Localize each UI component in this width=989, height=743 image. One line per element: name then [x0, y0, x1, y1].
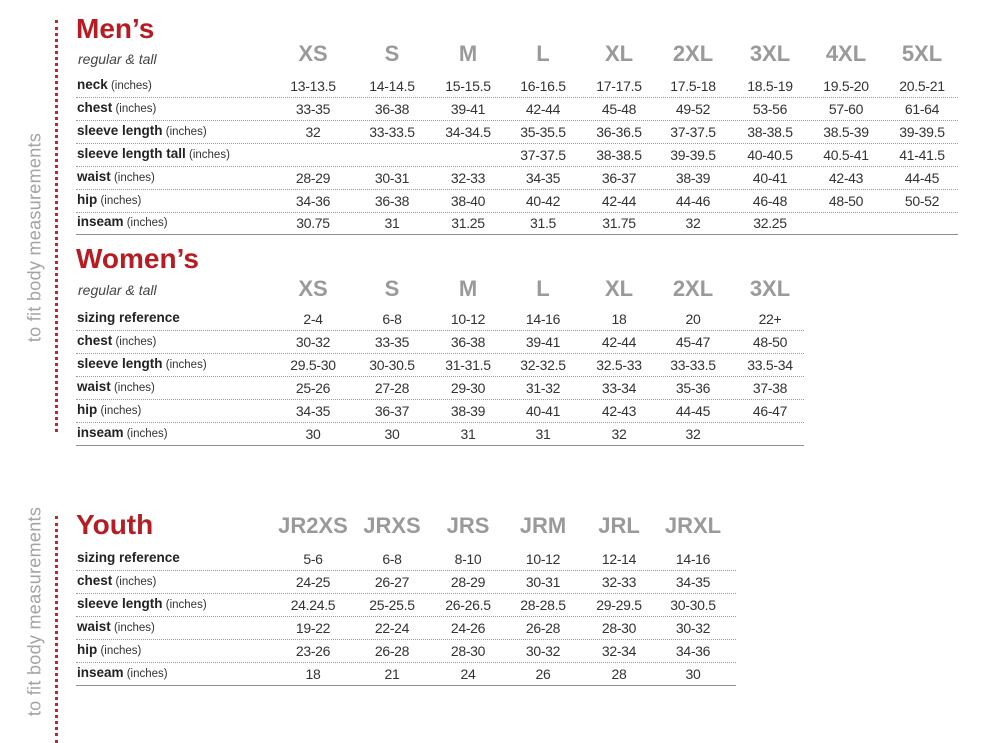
mens-cell: 31: [384, 215, 400, 231]
youth-cell: 30-32: [675, 620, 711, 636]
youth-cell: 26-27: [374, 574, 410, 590]
measurement-name: hip: [77, 402, 98, 417]
mens-cell: 37-37.5: [520, 147, 566, 163]
womens-cell: 29-30: [450, 380, 486, 396]
mens-row-label: [77, 214, 168, 229]
row-divider: [76, 376, 804, 377]
womens-row-label: [77, 379, 155, 394]
youth-cell: 28-29: [450, 574, 486, 590]
womens-cell: 31: [460, 426, 476, 442]
mens-cell: 32: [305, 124, 321, 140]
youth-row-label: [77, 642, 141, 657]
side-label: to fit body measurements: [24, 506, 45, 717]
mens-cell: 40-40.5: [747, 147, 793, 163]
row-divider: [76, 97, 958, 98]
mens-size-header: 2XL: [672, 41, 714, 66]
mens-subtitle: regular & tall: [78, 51, 157, 67]
youth-cell: 34-35: [675, 574, 711, 590]
measurement-name: chest: [77, 573, 113, 588]
mens-row-label: [77, 169, 155, 184]
mens-cell: 38-40: [450, 193, 486, 209]
measurement-unit: (inches): [107, 80, 152, 92]
measurement-unit: (inches): [185, 149, 230, 161]
mens-cell: 38-39: [675, 170, 711, 186]
table-bottom-rule: [76, 234, 958, 235]
youth-cell: 18: [305, 666, 321, 682]
womens-cell: 42-44: [601, 334, 637, 350]
row-divider: [76, 593, 736, 594]
mens-cell: 15-15.5: [445, 78, 491, 94]
womens-cell: 32.5-33: [596, 357, 642, 373]
womens-cell: 25-26: [295, 380, 331, 396]
womens-cell: 20: [685, 311, 701, 327]
youth-cell: 30: [685, 666, 701, 682]
womens-cell: 40-41: [525, 403, 561, 419]
youth-cell: 24-25: [295, 574, 331, 590]
measurement-name: inseam: [77, 665, 124, 680]
mens-cell: 33-35: [295, 101, 331, 117]
youth-cell: 21: [384, 666, 400, 682]
measurement-name: chest: [77, 100, 113, 115]
measurement-unit: (inches): [112, 336, 157, 348]
measurement-unit: (inches): [110, 172, 155, 184]
youth-cell: 12-14: [601, 551, 637, 567]
mens-cell: 41-41.5: [899, 147, 945, 163]
youth-cell: 14-16: [675, 551, 711, 567]
mens-cell: 38-38.5: [747, 124, 793, 140]
row-divider: [76, 212, 958, 213]
mens-size-header: XS: [298, 41, 328, 66]
mens-cell: 38-38.5: [596, 147, 642, 163]
measurement-unit: (inches): [110, 382, 155, 394]
womens-cell: 46-47: [752, 403, 788, 419]
mens-cell: 20.5-21: [899, 78, 945, 94]
youth-cell: 24-26: [450, 620, 486, 636]
youth-cell: 10-12: [525, 551, 561, 567]
mens-cell: 17.5-18: [670, 78, 716, 94]
mens-row-label: [77, 146, 230, 161]
table-bottom-rule: [76, 685, 736, 686]
section-divider-dotted: [55, 516, 58, 743]
youth-size-header: JRS: [446, 513, 490, 538]
womens-cell: 45-47: [675, 334, 711, 350]
mens-cell: 30-31: [374, 170, 410, 186]
youth-cell: 30-31: [525, 574, 561, 590]
womens-cell: 38-39: [450, 403, 486, 419]
womens-cell: 33.5-34: [747, 357, 793, 373]
youth-cell: 5-6: [303, 551, 323, 567]
youth-row-label: [77, 665, 168, 680]
youth-cell: 30-32: [525, 643, 561, 659]
mens-row-label: [77, 192, 141, 207]
measurement-name: sleeve length tall: [77, 146, 186, 161]
youth-cell: 8-10: [454, 551, 482, 567]
youth-cell: 26-26.5: [445, 597, 491, 613]
mens-cell: 40-42: [525, 193, 561, 209]
youth-row-label: [77, 619, 155, 634]
mens-size-header: M: [458, 41, 478, 66]
measurement-name: hip: [77, 192, 98, 207]
measurement-name: chest: [77, 333, 113, 348]
mens-cell: 49-52: [675, 101, 711, 117]
youth-cell: 30-30.5: [670, 597, 716, 613]
womens-cell: 35-36: [675, 380, 711, 396]
womens-cell: 22+: [758, 311, 782, 327]
mens-row-label: [77, 123, 207, 138]
youth-cell: 28: [611, 666, 627, 682]
mens-cell: 40-41: [752, 170, 788, 186]
mens-cell: 19.5-20: [823, 78, 869, 94]
mens-cell: 37-37.5: [670, 124, 716, 140]
mens-cell: 40.5-41: [823, 147, 869, 163]
measurement-name: inseam: [77, 425, 124, 440]
womens-size-header: 3XL: [749, 276, 791, 301]
womens-row-label: [77, 425, 168, 440]
womens-cell: 42-43: [601, 403, 637, 419]
mens-cell: 48-50: [828, 193, 864, 209]
youth-cell: 22-24: [374, 620, 410, 636]
womens-cell: 33-33.5: [670, 357, 716, 373]
mens-cell: 30.75: [296, 215, 330, 231]
mens-cell: 33-33.5: [369, 124, 415, 140]
row-divider: [76, 143, 958, 144]
row-divider: [76, 353, 804, 354]
side-label: to fit body measurements: [24, 132, 45, 343]
womens-cell: 6-8: [382, 311, 402, 327]
mens-cell: 42-44: [601, 193, 637, 209]
womens-cell: 30-32: [295, 334, 331, 350]
mens-cell: 35-35.5: [520, 124, 566, 140]
measurement-name: sleeve length: [77, 123, 163, 138]
youth-row-label: [77, 596, 207, 611]
womens-row-label: [77, 333, 156, 348]
mens-cell: 34-34.5: [445, 124, 491, 140]
youth-cell: 32-34: [601, 643, 637, 659]
measurement-name: sleeve length: [77, 356, 163, 371]
womens-cell: 30: [384, 426, 400, 442]
row-divider: [76, 616, 736, 617]
measurement-name: sizing reference: [77, 550, 180, 565]
mens-cell: 31.25: [451, 215, 485, 231]
womens-size-header: XL: [604, 276, 634, 301]
youth-cell: 34-36: [675, 643, 711, 659]
mens-cell: 31.75: [602, 215, 636, 231]
measurement-unit: (inches): [162, 126, 207, 138]
measurement-unit: (inches): [97, 405, 142, 417]
mens-cell: 61-64: [904, 101, 940, 117]
youth-cell: 28-30: [450, 643, 486, 659]
womens-cell: 36-37: [374, 403, 410, 419]
measurement-name: sleeve length: [77, 596, 163, 611]
mens-size-header: 4XL: [825, 41, 867, 66]
youth-size-header: JRXL: [664, 513, 722, 538]
youth-cell: 26-28: [525, 620, 561, 636]
youth-row-label: [77, 573, 156, 588]
youth-size-header: JRXS: [363, 513, 421, 538]
youth-cell: 25-25.5: [369, 597, 415, 613]
womens-cell: 34-35: [295, 403, 331, 419]
womens-title: Women’s: [76, 243, 199, 274]
mens-cell: 14-14.5: [369, 78, 415, 94]
womens-cell: 36-38: [450, 334, 486, 350]
womens-cell: 30: [305, 426, 321, 442]
womens-cell: 37-38: [752, 380, 788, 396]
mens-cell: 38.5-39: [823, 124, 869, 140]
mens-size-header: XL: [604, 41, 634, 66]
womens-cell: 14-16: [525, 311, 561, 327]
mens-cell: 39-39.5: [670, 147, 716, 163]
womens-cell: 18: [611, 311, 627, 327]
mens-cell: 32: [685, 215, 701, 231]
youth-cell: 24: [460, 666, 476, 682]
mens-title: Men’s: [76, 13, 155, 44]
womens-cell: 31-32: [525, 380, 561, 396]
womens-subtitle: regular & tall: [78, 282, 157, 298]
mens-cell: 39-39.5: [899, 124, 945, 140]
womens-cell: 31: [535, 426, 551, 442]
measurement-unit: (inches): [97, 195, 142, 207]
measurement-unit: (inches): [123, 668, 168, 680]
womens-size-header: XS: [298, 276, 328, 301]
youth-cell: 23-26: [295, 643, 331, 659]
womens-row-label: [77, 402, 141, 417]
youth-row-label: [77, 550, 180, 565]
youth-cell: 19-22: [295, 620, 331, 636]
womens-cell: 33-34: [601, 380, 637, 396]
mens-cell: 44-46: [675, 193, 711, 209]
youth-cell: 26-28: [374, 643, 410, 659]
womens-cell: 32: [611, 426, 627, 442]
measurement-unit: (inches): [112, 576, 157, 588]
measurement-name: sizing reference: [77, 310, 180, 325]
youth-cell: 26: [535, 666, 551, 682]
womens-cell: 10-12: [450, 311, 486, 327]
youth-title: Youth: [76, 509, 154, 540]
womens-cell: 39-41: [525, 334, 561, 350]
youth-cell: 28-30: [601, 620, 637, 636]
mens-cell: 42-44: [525, 101, 561, 117]
womens-cell: 31-31.5: [445, 357, 491, 373]
measurement-unit: (inches): [110, 622, 155, 634]
mens-cell: 53-56: [752, 101, 788, 117]
table-bottom-rule: [76, 445, 804, 446]
mens-cell: 42-43: [828, 170, 864, 186]
mens-cell: 36-36.5: [596, 124, 642, 140]
mens-cell: 44-45: [904, 170, 940, 186]
mens-cell: 45-48: [601, 101, 637, 117]
womens-cell: 32-32.5: [520, 357, 566, 373]
mens-cell: 39-41: [450, 101, 486, 117]
womens-size-header: 2XL: [672, 276, 714, 301]
youth-cell: 28-28.5: [520, 597, 566, 613]
row-divider: [76, 422, 804, 423]
row-divider: [76, 189, 958, 190]
mens-cell: 32.25: [753, 215, 787, 231]
mens-cell: 32-33: [450, 170, 486, 186]
mens-cell: 34-35: [525, 170, 561, 186]
measurement-name: inseam: [77, 214, 124, 229]
row-divider: [76, 639, 736, 640]
mens-row-label: [77, 77, 152, 92]
mens-cell: 13-13.5: [290, 78, 336, 94]
mens-cell: 36-37: [601, 170, 637, 186]
measurement-unit: (inches): [162, 599, 207, 611]
row-divider: [76, 120, 958, 121]
mens-cell: 46-48: [752, 193, 788, 209]
measurement-unit: (inches): [123, 217, 168, 229]
womens-cell: 27-28: [374, 380, 410, 396]
womens-cell: 44-45: [675, 403, 711, 419]
youth-cell: 32-33: [601, 574, 637, 590]
youth-size-header: JRL: [598, 513, 640, 538]
womens-row-label: [77, 310, 180, 325]
mens-row-label: [77, 100, 156, 115]
mens-cell: 36-38: [374, 101, 410, 117]
mens-cell: 18.5-19: [747, 78, 793, 94]
mens-cell: 31.5: [529, 215, 557, 231]
mens-size-header: L: [536, 41, 550, 66]
mens-size-header: 5XL: [901, 41, 943, 66]
mens-cell: 17-17.5: [596, 78, 642, 94]
mens-cell: 57-60: [828, 101, 864, 117]
row-divider: [76, 166, 958, 167]
womens-row-label: [77, 356, 207, 371]
youth-cell: 6-8: [382, 551, 402, 567]
womens-cell: 2-4: [303, 311, 323, 327]
measurement-name: neck: [77, 77, 108, 92]
measurement-name: waist: [77, 379, 111, 394]
youth-cell: 24.24.5: [290, 597, 336, 613]
womens-cell: 29.5-30: [290, 357, 336, 373]
mens-cell: 34-36: [295, 193, 331, 209]
mens-cell: 28-29: [295, 170, 331, 186]
womens-size-header: M: [458, 276, 478, 301]
mens-cell: 16-16.5: [520, 78, 566, 94]
measurement-unit: (inches): [162, 359, 207, 371]
measurement-unit: (inches): [97, 645, 142, 657]
measurement-name: waist: [77, 169, 111, 184]
mens-cell: 36-38: [374, 193, 410, 209]
womens-size-header: L: [536, 276, 550, 301]
measurement-unit: (inches): [112, 103, 157, 115]
row-divider: [76, 570, 736, 571]
measurement-unit: (inches): [123, 428, 168, 440]
womens-cell: 48-50: [752, 334, 788, 350]
measurement-name: hip: [77, 642, 98, 657]
measurement-name: waist: [77, 619, 111, 634]
womens-cell: 32: [685, 426, 701, 442]
section-divider-dotted: [55, 20, 58, 432]
youth-size-header: JRM: [519, 513, 567, 538]
row-divider: [76, 330, 804, 331]
youth-size-header: JR2XS: [278, 513, 348, 538]
womens-cell: 33-35: [374, 334, 410, 350]
womens-cell: 30-30.5: [369, 357, 415, 373]
womens-size-header: S: [384, 276, 400, 301]
mens-cell: 50-52: [904, 193, 940, 209]
mens-size-header: S: [384, 41, 400, 66]
row-divider: [76, 662, 736, 663]
row-divider: [76, 399, 804, 400]
youth-cell: 29-29.5: [596, 597, 642, 613]
mens-size-header: 3XL: [749, 41, 791, 66]
